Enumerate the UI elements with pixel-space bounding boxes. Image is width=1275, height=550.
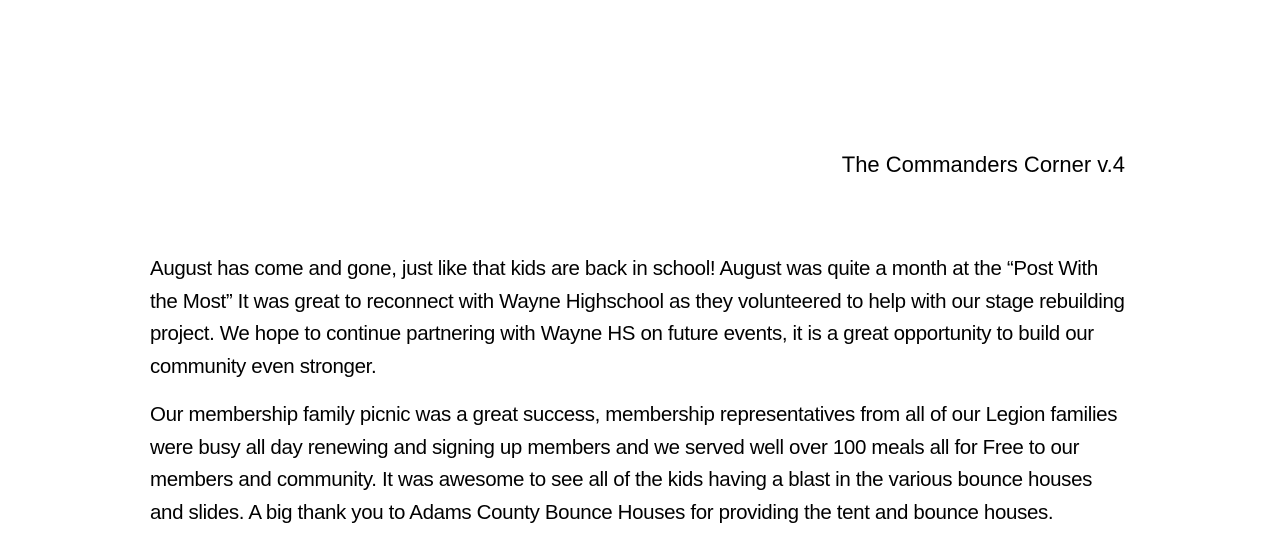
document-body <box>150 253 1125 545</box>
paragraph-family-picnic: Our membership family picnic was a great success, membership representatives from all of our Legion families were busy all day renewing and signing up members and we served well over 100 meals all for Free to our members and community. It was awesome to see all of the kids having a blast in the various bounce houses and slides. A big thank you to Adams County Bounce Houses for providing the tent and bounce houses. <box>150 403 1118 524</box>
document-title: The Commanders Corner v.4 <box>841 152 1125 177</box>
paragraph-august-recap: August has come and gone, just like that kids are back in school! August was quite a month at the “Post With the Most” It was great to reconnect with Wayne Highschool as they volunteered to help with our stage rebuilding project. We hope to continue partnering with Wayne HS on future events, it is a great opportunity to build our community even stronger. <box>150 257 1125 378</box>
